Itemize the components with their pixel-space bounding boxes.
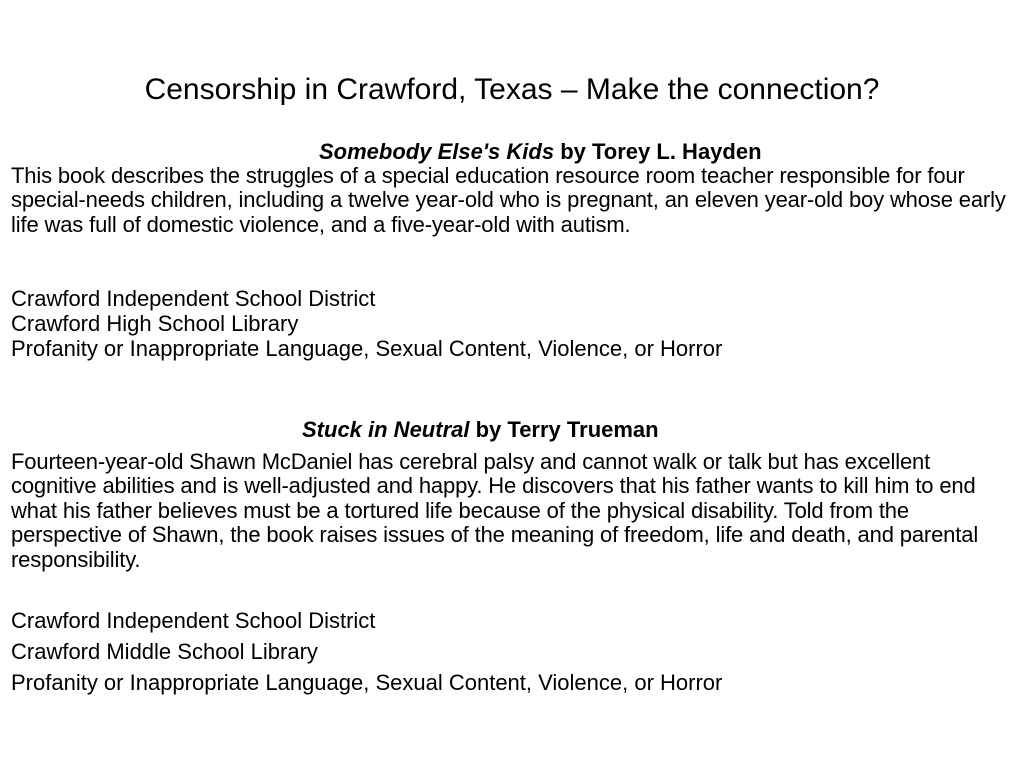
- book-description: Fourteen-year-old Shawn McDaniel has cerebral palsy and cannot walk or talk but has excellent cognitive abilities and is well-adjusted and happy. He discovers that his father wants to kill him to end what his father believes must be a tortured life because of the physical disability. Told from the perspective of Shawn, the book raises issues of the meaning of freedom, life and death, and parental responsibility.: [11, 449, 979, 572]
- challenge-reasons: Profanity or Inappropriate Language, Sexual Content, Violence, or Horror: [11, 336, 723, 361]
- book-description: This book describes the struggles of a special education resource room teacher responsible for four special-needs children, including a twelve year-old who is pregnant, an eleven year-old boy whose early life was full of domestic violence, and a five-year-old with autism.: [11, 163, 1006, 237]
- challenge-reasons: Profanity or Inappropriate Language, Sexual Content, Violence, or Horror: [11, 670, 723, 695]
- slide-title: Censorship in Crawford, Texas – Make the connection?: [144, 73, 880, 106]
- book-title: Somebody Else's Kids: [319, 139, 555, 164]
- school-library: Crawford High School Library: [11, 311, 299, 336]
- book-heading: [319, 139, 762, 165]
- book-author: by Torey L. Hayden: [560, 139, 762, 164]
- book-heading: [302, 417, 659, 443]
- book-title: Stuck in Neutral: [302, 417, 470, 442]
- school-district: Crawford Independent School District: [11, 286, 376, 311]
- book-author: by Terry Trueman: [475, 417, 659, 442]
- school-library: Crawford Middle School Library: [11, 639, 318, 664]
- school-district: Crawford Independent School District: [11, 608, 376, 633]
